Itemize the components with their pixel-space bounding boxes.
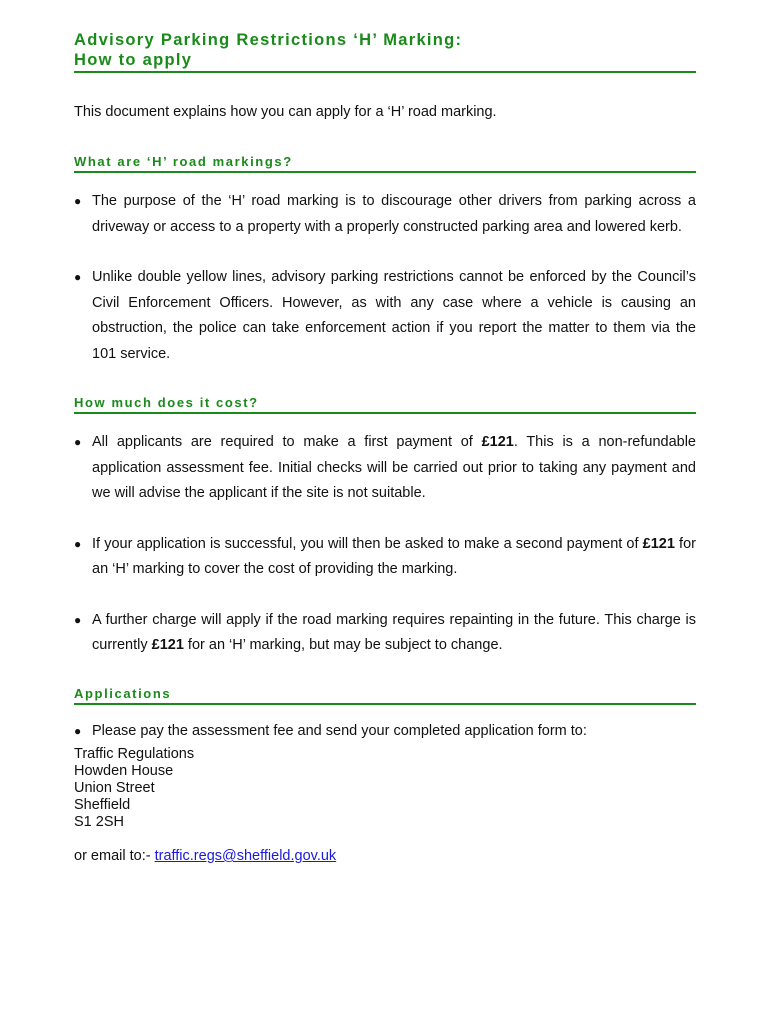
fee-amount: £121 — [151, 637, 184, 653]
document-title — [74, 30, 696, 73]
bullet-text: A further charge will apply if the road marking requires repainting in the future. This charge is currently £121 for an ‘H’ marking, but may be subject to change. — [92, 611, 696, 653]
cost-bullet-list — [74, 430, 696, 659]
section-heading-applications: Applications — [74, 686, 696, 705]
bullet-icon: ● — [74, 435, 82, 449]
list-item — [74, 532, 696, 583]
email-link[interactable]: traffic.regs@sheffield.gov.uk — [154, 848, 337, 864]
address-line: Traffic Regulations — [74, 746, 195, 762]
list-item — [74, 189, 696, 240]
fee-amount: £121 — [642, 535, 675, 552]
bullet-icon: ● — [74, 536, 82, 551]
section-heading-cost: How much does it cost? — [74, 395, 696, 414]
address-line: Sheffield — [74, 797, 131, 813]
title-line-2: How to apply — [74, 51, 193, 69]
applications-bullet-list — [74, 719, 696, 745]
document-page — [74, 30, 696, 865]
bullet-icon: ● — [74, 723, 82, 738]
list-item — [74, 719, 696, 745]
list-item — [74, 265, 696, 367]
intro-paragraph: This document explains how you can apply for a ‘H’ road marking. — [74, 104, 497, 120]
bullet-text: Please pay the assessment fee and send your completed application form to: — [92, 722, 587, 739]
title-line-1: Advisory Parking Restrictions ‘H’ Marking: — [74, 31, 463, 49]
fee-amount: £121 — [481, 434, 514, 450]
list-item — [74, 430, 696, 507]
bullet-icon: ● — [74, 270, 82, 284]
bullet-icon: ● — [74, 612, 82, 627]
list-item — [74, 608, 696, 659]
address-line: Howden House — [74, 763, 174, 779]
what-bullet-list — [74, 189, 696, 367]
bullet-text: If your application is successful, you will then be asked to make a second payment of £121 for an ‘H’ marking to cover the cost of providing the marking. — [92, 535, 696, 577]
bullet-icon: ● — [74, 194, 82, 208]
bullet-text: The purpose of the ‘H’ road marking is to discourage other drivers from parking across a driveway or access to a property with a properly constructed parking area and lowered kerb. — [92, 193, 696, 235]
address-line: S1 2SH — [74, 814, 124, 830]
address-line: Union Street — [74, 780, 155, 796]
section-heading-what: What are ‘H’ road markings? — [74, 154, 696, 173]
email-prefix: or email to:- — [74, 848, 155, 864]
bullet-text: Unlike double yellow lines, advisory parking restrictions cannot be enforced by the Council’s Civil Enforcement Officers. However, as with any case where a vehicle is causing an obstruction, the police can take enforcement action if you report the matter to them via the 101 service. — [92, 269, 696, 362]
postal-address — [74, 746, 696, 831]
bullet-text: All applicants are required to make a first payment of £121. This is a non-refundable application assessment fee. Initial checks will be carried out prior to taking any payment and we will advise the applicant if the site is not suitable. — [92, 434, 696, 501]
email-line — [74, 847, 696, 865]
